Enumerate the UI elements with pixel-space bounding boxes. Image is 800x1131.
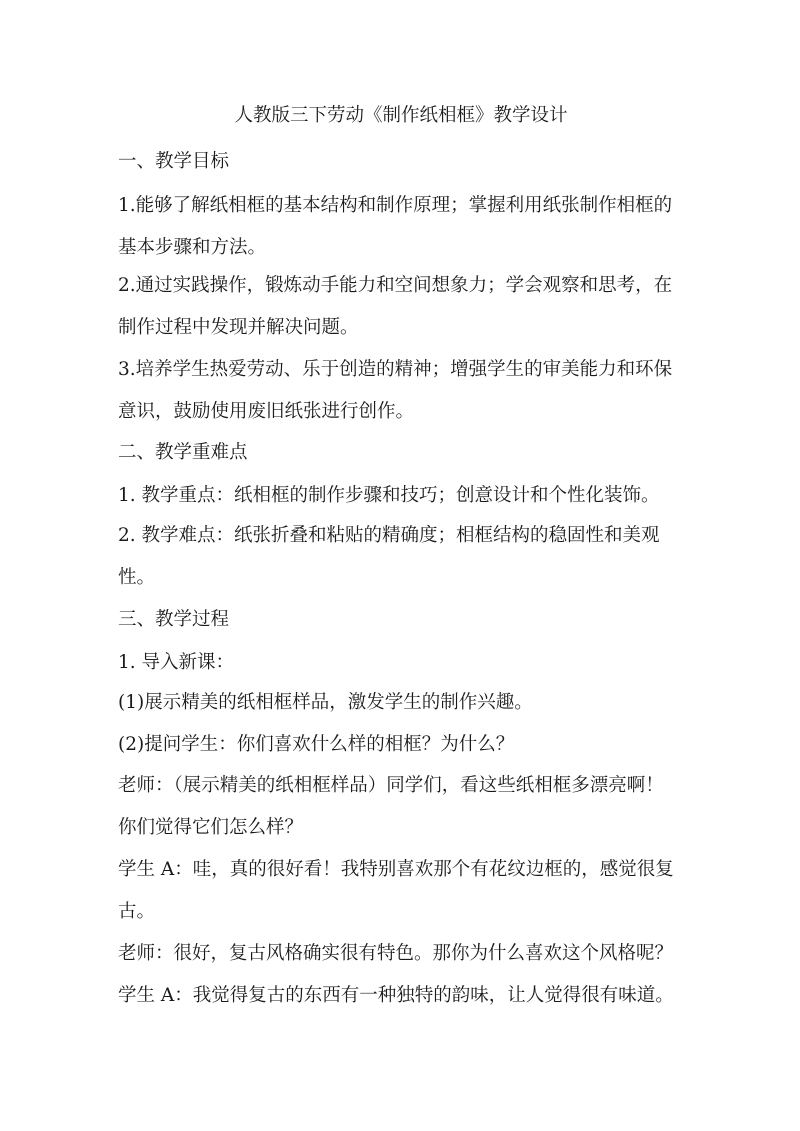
- paragraph-line: 老师：很好，复古风格确实很有特色。那你为什么喜欢这个风格呢？: [118, 943, 674, 964]
- paragraph-line: 古。: [118, 901, 156, 922]
- paragraph-line: 1. 导入新课：: [118, 652, 235, 673]
- paragraph-line: 制作过程中发现并解决问题。: [118, 317, 359, 338]
- paragraph-line: 你们觉得它们怎么样？: [118, 817, 304, 838]
- section-heading-process: 三、教学过程: [118, 609, 230, 630]
- section-heading-objectives: 一、教学目标: [118, 151, 230, 172]
- paragraph-line: 2.通过实践操作，锻炼动手能力和空间想象力；学会观察和思考，在: [118, 275, 673, 296]
- paragraph-line: 2. 教学难点：纸张折叠和粘贴的精确度；相框结构的稳固性和美观: [118, 525, 660, 546]
- paragraph-line: 学生 A：我觉得复古的东西有一种独特的韵味，让人觉得很有味道。: [118, 985, 674, 1006]
- paragraph-line: 学生 A：哇，真的很好看！我特别喜欢那个有花纹边框的，感觉很复: [118, 859, 674, 880]
- paragraph-line: 性。: [118, 567, 156, 588]
- paragraph-line: 基本步骤和方法。: [118, 237, 267, 258]
- paragraph-line: 3.培养学生热爱劳动、乐于创造的精神；增强学生的审美能力和环保: [118, 359, 673, 380]
- section-heading-key-points: 二、教学重难点: [118, 442, 248, 463]
- document-title: 人教版三下劳动《制作纸相框》教学设计: [234, 105, 568, 126]
- paragraph-line: 意识，鼓励使用废旧纸张进行创作。: [118, 401, 415, 422]
- paragraph-line: (2)提问学生：你们喜欢什么样的相框？为什么？: [118, 734, 515, 755]
- paragraph-line: 1. 教学重点：纸相框的制作步骤和技巧；创意设计和个性化装饰。: [118, 485, 660, 506]
- paragraph-line: 1.能够了解纸相框的基本结构和制作原理；掌握利用纸张制作相框的: [118, 195, 673, 216]
- paragraph-line: (1)展示精美的纸相框样品，激发学生的制作兴趣。: [118, 692, 533, 713]
- paragraph-line: 老师：（展示精美的纸相框样品）同学们，看这些纸相框多漂亮啊！: [118, 775, 664, 796]
